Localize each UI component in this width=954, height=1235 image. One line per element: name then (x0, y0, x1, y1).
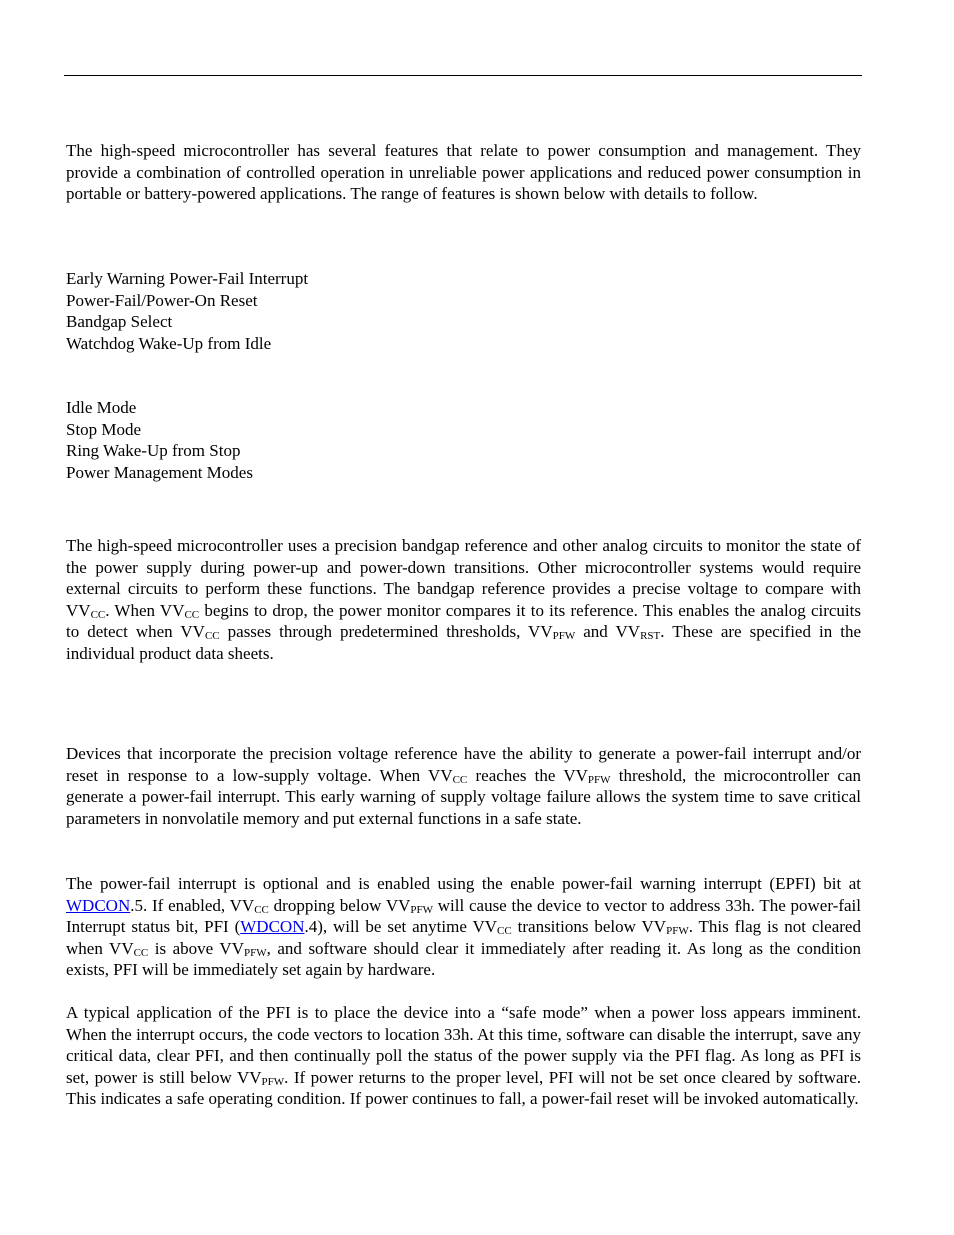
list-item: Bandgap Select (66, 312, 173, 331)
list-item: Ring Wake-Up from Stop (66, 441, 241, 460)
power-mode-list (66, 397, 861, 483)
wdcon-link[interactable]: WDCON (66, 895, 131, 915)
wdcon-link[interactable]: WDCON (240, 917, 305, 936)
list-item: Early Warning Power-Fail Interrupt (66, 269, 309, 288)
list-item: Watchdog Wake-Up from Idle (66, 333, 272, 353)
intro-paragraph: The high-speed microcontroller has several features that relate to power consumption and management. They provide a combination of controlled operation in unreliable power applications and reduced power consumption in portable or battery-powered applications. The range of features is shown below with details to follow. (66, 141, 861, 203)
safe-mode-paragraph: A typical application of the PFI is to place the device into a “safe mode” when a power loss appears imminent. When the interrupt occurs, the code vectors to location 33h. At this time, software can disable the interrupt, save any critical data, clear PFI, and then continually poll the status of the power supply via the PFI flag. As long as PFI is set, power is still below $VV_{PFW}$. If power returns to the proper level, PFI will not be set once cleared by software. This indicates a safe operating condition. If power continues to fall, a power-fail reset will be invoked automatically. (66, 1003, 861, 1108)
pfi-intro-paragraph: Devices that incorporate the precision voltage reference have the ability to generate a power-fail interrupt and/or reset in response to a low-supply voltage. When $VV_{CC}$ reaches the $VV_{PFW}$ threshold, the microcontroller can generate a power-fail interrupt. This early warning of supply voltage failure allows the system time to save critical parameters in nonvolatile memory and put external functions in a safe state. (66, 744, 861, 828)
power-feature-list (66, 268, 861, 354)
list-item: Power-Fail/Power-On Reset (66, 290, 258, 310)
power-monitor-paragraph: The high-speed microcontroller uses a precision bandgap reference and other analog circuits to monitor the state of the power supply during power-up and power-down transitions. Other microcontroller systems would require external circuits to perform these functions. The bandgap reference provides a precise voltage to compare with $VV_{CC}$. When $VV_{CC}$ begins to drop, the power monitor compares it to its reference. This enables the analog circuits to detect when $VV_{CC}$ passes through predetermined thresholds, $VV_{PFW}$ and $VV_{RST}$. These are specified in the individual product data sheets. (66, 536, 861, 663)
pfi-enable-paragraph: The power-fail interrupt is optional and is enabled using the enable power-fail warning interrupt (EPFI) bit at WDCON.5. If enabled, $VV_{CC}$ dropping below $VV_{PFW}$ will cause the device to vector to address 33h. The power-fail Interrupt status bit, PFI (WDCON.4), will be set anytime $VV_{CC}$ transitions below $VV_{PFW}$. This flag is not cleared when $VV_{CC}$ is above $VV_{PFW}$, and software should clear it immediately after reading it. As long as the condition exists, PFI will be immediately set again by hardware. (66, 874, 861, 979)
list-item: Power Management Modes (66, 462, 253, 482)
list-item: Stop Mode (66, 419, 142, 439)
list-item: Idle Mode (66, 398, 137, 417)
header-rule (64, 75, 862, 76)
